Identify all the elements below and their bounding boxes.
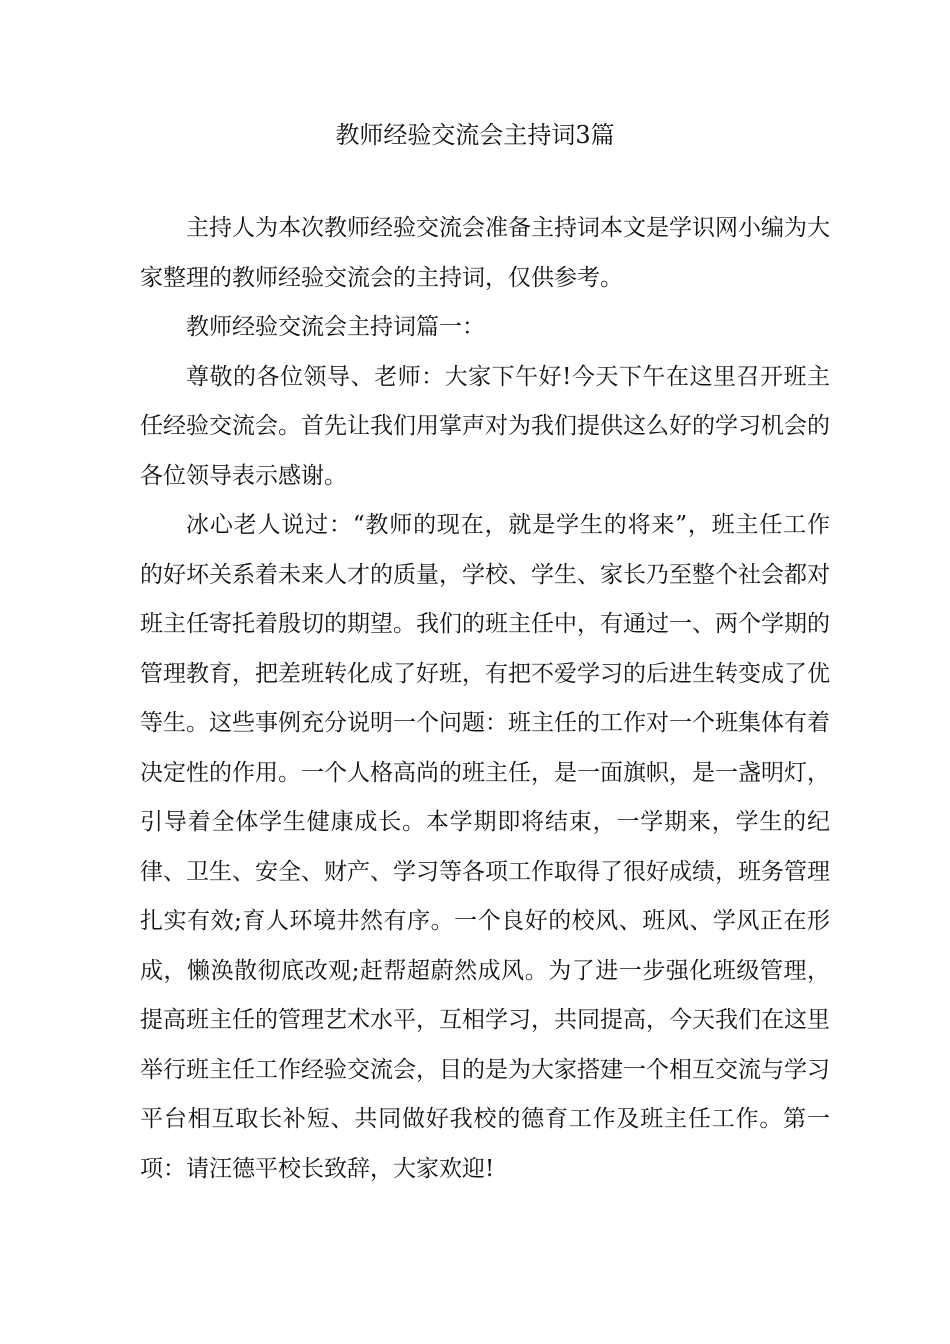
- paragraph-greeting: 尊敬的各位领导、老师：大家下午好!今天下午在这里召开班主任经验交流会。首先让我们用掌声对为我们提供这么好的学习机会的各位领导表示感谢。: [140, 363, 830, 489]
- document-body: [140, 204, 830, 1194]
- document-title: 教师经验交流会主持词3篇: [335, 121, 615, 149]
- paragraph-section-heading: 教师经验交流会主持词篇一：: [186, 314, 485, 340]
- paragraph-main: 冰心老人说过：“教师的现在，就是学生的将来”，班主任工作的好坏关系着未来人才的质量，学校、学生、家长乃至整个社会都对班主任寄托着殷切的期望。我们的班主任中，有通过一、两个学期的管理教育，把差班转化成了好班，有把不爱学习的后进生转变成了优等生。这些事例充分说明一个问题：班主任的工作对一个班集体有着决定性的作用。一个人格高尚的班主任，是一面旗帜，是一盏明灯，引导着全体学生健康成长。本学期即将结束，一学期来，学生的纪律、卫生、安全、财产、学习等各项工作取得了很好成绩，班务管理扎实有效;育人环境井然有序。一个良好的校风、班风、学风正在形成，懒涣散彻底改观;赶帮超蔚然成风。为了进一步强化班级管理，提高班主任的管理艺术水平，互相学习，共同提高，今天我们在这里举行班主任工作经验交流会，目的是为大家搭建一个相互交流与学习平台相互取长补短、共同做好我校的德育工作及班主任工作。第一项：请汪德平校长致辞，大家欢迎!: [140, 512, 830, 1182]
- paragraph-intro: 主持人为本次教师经验交流会准备主持词本文是学识网小编为大家整理的教师经验交流会的主持词，仅供参考。: [140, 215, 830, 291]
